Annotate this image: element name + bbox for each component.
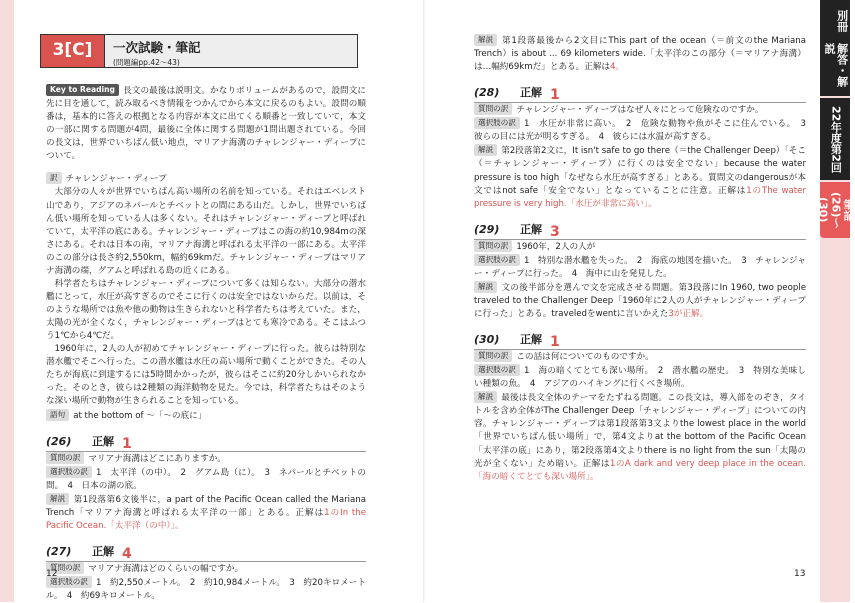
question-header: (28) 正解 1	[474, 84, 806, 103]
question-header: (29) 正解 3	[474, 221, 806, 240]
question-28: (28) 正解 1 質問の訳 チャレンジャー・ディープはなぜ人々にとって危険なのですか。 選択肢の訳 1 水圧が非常に高い。 2 危険な動物や魚がそこに住んでいる。 3 彼らの目には光が明るすぎる。 4 彼らには水温が高すぎる。 解説 第2段落第2文に，It isn't safe to go there（＝the Challenger Deep）「そこ（＝チャレンジャー・ディープ）に行くのは安全でない」because the water pressure is too high「なぜなら水圧が高すぎる」とある。質問文のdangerousが本文ではnot safe「安全でない」となっていることに注意。正解は1のThe water pressure is very high.「水圧が非常に高い」。	[474, 84, 806, 211]
key-to-reading-badge: Key to Reading	[46, 84, 119, 96]
question-30: (30) 正解 1 質問の訳 この話は何についてのものですか。 選択肢の訳 1 海の暗くてとても深い場所。 2 潜水艦の歴史。 3 特別な美味しい種類の魚。 4 アジアのハイキングに行くべき場所。 解説 最後は長文全体のテーマをたずねる問題。この長文は，導入部をのぞき，タイトルを含め全体がThe Challenger Deep「チャレンジャー・ディープ」についての内容。チャレンジャー・ディープは第1段落第3文よりthe lowest place in the world「世界でいちばん低い場所」で，第4文よりat the bottom of the Pacific Ocean「太平洋の底」にあり，第2段落第4文よりthere is no light from the sun「太陽の光が全くない」ため暗い。正解は1のA dark and very deep place in the ocean.「海の暗くてとても深い場所」。	[474, 331, 806, 484]
translation-title: チャレンジャー・ディープ	[65, 174, 167, 185]
question-29: (29) 正解 3 質問の訳 1960年，2人の人が 選択肢の訳 1 特別な潜水艦を失った。 2 海底の地図を描いた。 3 チャレンジャー・ディープに行った。 4 海中に山を発見した。 解説 文の後半部分を選んで文を完成させる問題。第3段落にIn 1960, two people traveled to the Challenger Deep「1960年に2人の人がチャレンジャー・ディープに行った」とある。traveledをwentに言いかえた3が正解。	[474, 221, 806, 321]
tab-section: 別冊 解答・解説	[820, 0, 850, 96]
translation-p1: 大部分の人々が世界でいちばん高い場所の名前を知っている。それはエベレスト山であり，アジアのネパールとチベットとの間にある山だ。しかし，世界でいちばん低い場所を知っている人は多くない。それはチャレンジャー・ディープと呼ばれていて，太平洋の底にある。チャレンジャー・ディープはこの海の約10,984mの深さにある。それは日本の南，マリアナ海溝と呼ばれる太平洋の一部にある。太平洋のこの部分は長さ約2,550km，幅約69kmだ。チャレンジャー・ディープはマリアナ海溝の端，グアムと呼ばれる島の近くにある。	[46, 187, 366, 276]
section-title: 一次試験・筆記	[113, 40, 201, 55]
translation-badge: 訳	[46, 172, 62, 184]
page-number-left: 12	[46, 569, 58, 579]
left-margin-strip	[0, 0, 14, 602]
section-number: 3[C]	[41, 35, 105, 67]
question-header: (27) 正解 4	[46, 543, 366, 562]
answer-number: 1	[550, 334, 560, 351]
tab-year: 22年度第2回	[820, 98, 850, 180]
section-pages: (問題編pp.42〜43)	[113, 58, 180, 67]
question-26: (26) 正解 1 質問の訳 マリアナ海溝はどこにありますか。 選択肢の訳 1 太平洋（の中）。 2 グアム島（に）。 3 ネパールとチベットの間。 4 日本の湖の底。 解説 第1段落第6文後半に，a part of the Pacific Ocean called the Mariana Trench「マリアナ海溝と呼ばれる太平洋の一部」とある。正解は1のIn the Pacific Ocean.「太平洋（の中）」。	[46, 433, 366, 533]
answer-number: 1	[550, 87, 560, 104]
page-number-right: 13	[794, 569, 806, 579]
question-header: (26) 正解 1	[46, 433, 366, 452]
question-header: (30) 正解 1	[474, 331, 806, 350]
answer-number: 3	[550, 223, 560, 240]
intro-block	[46, 84, 366, 163]
right-column	[474, 34, 815, 484]
phrase-text: at the bottom of ～「～の底に」	[73, 410, 207, 421]
left-page	[0, 0, 425, 602]
answer-number: 1	[122, 435, 132, 452]
phrase-badge: 語句	[46, 409, 69, 421]
answer-number: 4	[122, 545, 132, 562]
translation-block	[46, 172, 366, 422]
tab-topic: 筆記(26)〜(30)	[820, 182, 850, 238]
q27-explanation: 解説 第1段落最後から2文目にThis part of the ocean（＝前文のthe Mariana Trench）is about ... 69 kilometers wide.「太平洋のこの部分（＝マリアナ海溝）は…幅約69kmだ」とある。正解は4。	[474, 35, 806, 73]
intro-text: 長文の最後は説明文。かなりボリュームがあるので，設問文に先に目を通して，読み取るべき情報をつかんでから本文に戻るのもよい。設問の順番は，基本的に答えの根拠となる内容が本文に出てくる順番と一致していて，本文の一部に関する問題が4問，最後に全体に関する問題が1問出題されている。今回の長文は，世界でいちばん低い地点，マリアナ海溝のチャレンジャー・ディープについて。	[46, 86, 366, 162]
section-header	[40, 34, 358, 68]
left-column	[46, 84, 366, 603]
translation-p3: 1960年に，2人の人が初めてチャレンジャー・ディープに行った。彼らは特別な潜水艦でそこへ行った。この潜水艦は水圧の高い場所で動くことができた。その人たちが海底に到達するには5時間かかったが，彼らはそこに約20分しかいられなかった。そのとき，彼らは2種類の海洋動物を見た。今では，科学者たちはそのような深い場所で動物が生きられることを知っている。	[46, 344, 366, 407]
question-27: (27) 正解 4 質問の訳 マリアナ海溝はどのくらいの幅ですか。 選択肢の訳 1 約2,550メートル。 2 約10,984メートル。 3 約20キロメートル。 4 約69キロメートル。	[46, 543, 366, 603]
translation-p2: 科学者たちはチャレンジャー・ディープについて多くは知らない。大部分の潜水艦にとって，水圧が高すぎるのでそこに行くのは安全ではないからだ。以前は，そのような場所では魚や他の動物は生きられないと科学者たちは考えていた。また，太陽の光が全くなく，チャレンジャー・ディープはとても寒冷である。そこはふつう1℃から4℃だ。	[46, 278, 366, 342]
